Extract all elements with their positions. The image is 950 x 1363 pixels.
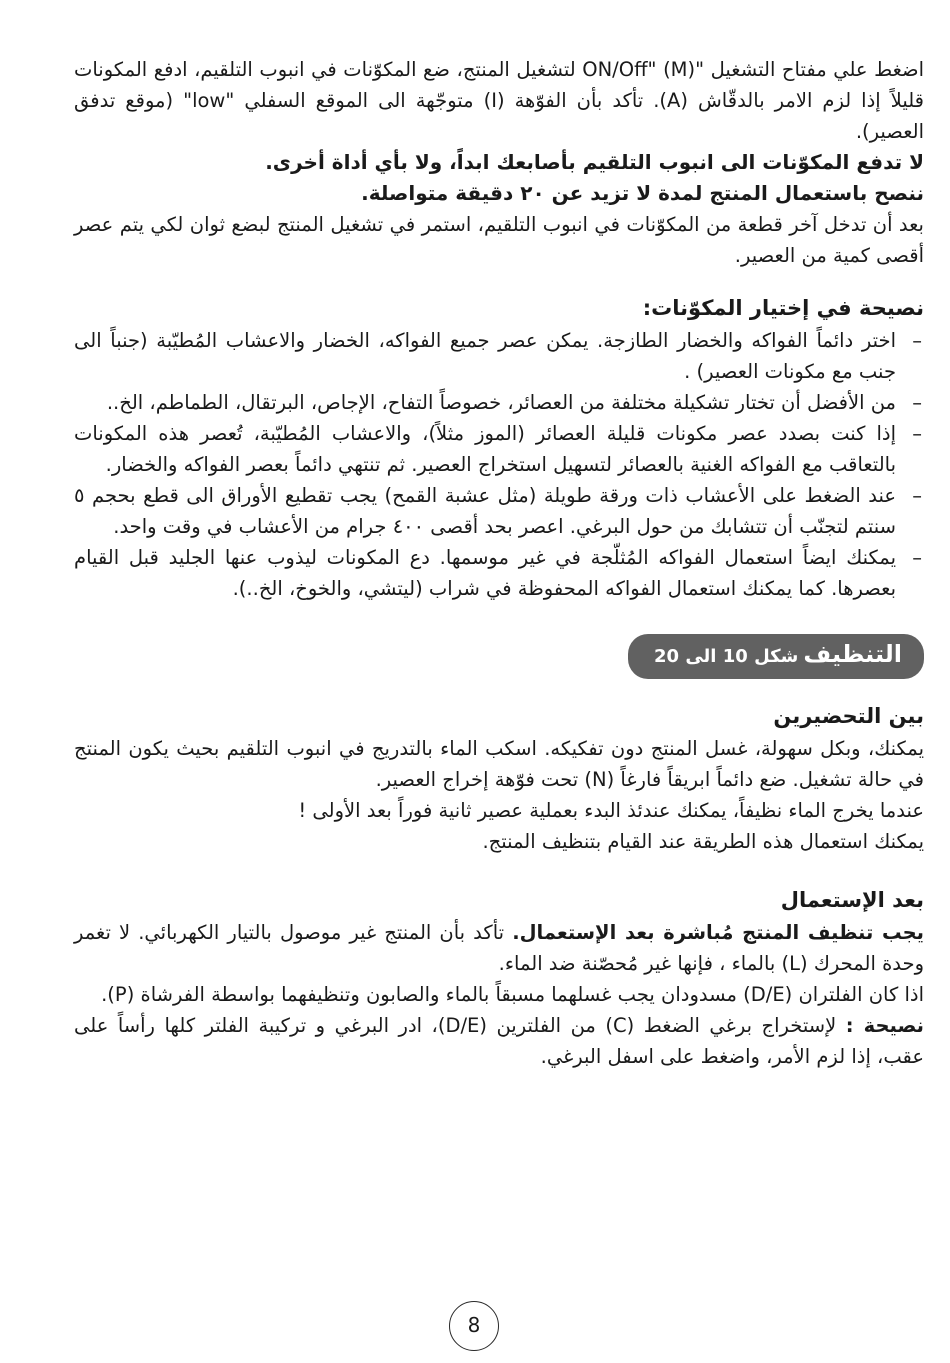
spacer: [74, 857, 924, 883]
bullet-dash: –: [912, 422, 922, 445]
spacer: [74, 271, 924, 291]
tip-text: إذا كنت بصدد عصر مكونات قليلة العصائر (الموز مثلاً)، والاعشاب المُطيّبة، تُعصر هذه المكونات بالتعاقب مع الفواكه الغنية بالعصائر لتسهيل استخراج العصير. ثم تنتهي دائماً بعصر الفواكه والخضار.: [74, 422, 896, 476]
cleaning-figures-ref: شكل 10 الى 20: [653, 646, 799, 667]
bullet-dash: –: [912, 546, 922, 569]
tip-text: عند الضغط على الأعشاب ذات ورقة طويلة (مثل عشبة القمح) يجب تقطيع الأوراق الى قطع بحجم ٥ سنتم لتجنّب أن تتشابك من حول البرغي. اعصر بحد أقصى ٤٠٠ جرام من الأعشاب في وقت واحد.: [74, 484, 896, 538]
tips-heading: نصيحة في إختيار المكوّنات:: [642, 296, 924, 320]
tip-label: نصيحة :: [845, 1014, 924, 1037]
after-use-text: تأكد بأن المنتج غير موصول بالتيار الكهربائي. لا تغمر وحدة المحرك (L) بالماء ، فإنها غير مُحصّنة ضد الماء.: [74, 921, 924, 975]
cleaning-title: التنظيف: [803, 640, 902, 668]
spacer: [74, 604, 924, 634]
warning-fingers: لا تدفع المكوّنات الى انبوب التلقيم بأصابعك ابداً، ولا بأي أداة أخرى.: [265, 150, 924, 174]
filters-note: اذا كان الفلتران (D/E) مسدودان يجب غسلهما مسبقاً بالماء والصابون وتنظيفهما بواسطة الفرشاة (P).: [101, 983, 924, 1006]
cleaning-section-banner: [628, 634, 924, 679]
list-item: [74, 480, 924, 542]
tip-text: لإستخراج برغي الضغط (C) من الفلترين (D/E)، ادر البرغي و تركيبة الفلتر كلها رأساً على عقب، إذا لزم الأمر، واضغط على اسفل البرغي.: [74, 1014, 924, 1068]
tips-list: [74, 325, 924, 604]
list-item: [74, 325, 924, 387]
between-paragraph: يمكنك استعمال هذه الطريقة عند القيام بتنظيف المنتج.: [482, 830, 924, 853]
between-paragraph: يمكنك، وبكل سهولة، غسل المنتج دون تفكيكه. اسكب الماء بالتدريج في انبوب التلقيم بحيث يكون المنتج في حالة تشغيل. ضع دائماً ابريقاً فارغاً (N) تحت فوّهة إخراج العصير.: [74, 737, 924, 791]
usage-continue: بعد أن تدخل آخر قطعة من المكوّنات في انبوب التلقيم، استمر في تشغيل المنتج لبضع ثوان لكي يتم عصر أقصى كمية من العصير.: [74, 213, 924, 267]
tip-paragraph: [74, 1010, 924, 1072]
between-paragraph: عندما يخرج الماء نظيفاً، يمكنك عندئذ البدء بعملية عصير ثانية فوراً بعد الأولى !: [298, 799, 924, 822]
warning-duration: ننصح باستعمال المنتج لمدة لا تزيد عن ٢٠ دقيقة متواصلة.: [361, 181, 924, 205]
page-number: 8: [449, 1301, 499, 1351]
tip-text: اختر دائماً الفواكه والخضار الطازجة. يمكن عصر جميع الفواكه، الخضار والاعشاب المُطيّبة (جنباً الى جنب مع مكونات العصير) .: [74, 329, 896, 383]
after-use-heading: بعد الإستعمال: [780, 888, 924, 912]
bullet-dash: –: [912, 484, 922, 507]
list-item: [74, 387, 924, 418]
list-item: [74, 542, 924, 604]
after-use-emphasis: يجب تنظيف المنتج مُباشرة بعد الإستعمال.: [512, 921, 925, 944]
bullet-dash: –: [912, 329, 922, 352]
tip-text: يمكنك ايضاً استعمال الفواكه المُثلّجة في غير موسمها. دع المكونات ليذوب عنها الجليد قبل القيام بعصرها. كما يمكنك استعمال الفواكه المحفوظة في شراب (ليتشي، والخوخ، الخ..).: [74, 546, 896, 600]
list-item: [74, 418, 924, 480]
bullet-dash: –: [912, 391, 922, 414]
spacer: [74, 679, 924, 699]
tip-text: من الأفضل أن تختار تشكيلة مختلفة من العصائر، خصوصاً التفاح، الإجاص، البرتقال، الطماطم، الخ..: [106, 391, 896, 414]
after-use-paragraph: [74, 917, 924, 979]
between-heading: بين التحضيرين: [773, 704, 924, 728]
usage-instructions: اضغط علي مفتاح التشغيل "ON/Off" (M) لتشغيل المنتج، ضع المكوّنات في انبوب التلقيم، ادفع المكونات قليلاً إذا لزم الامر بالدقّاش (A). تأكد بأن الفوّهة (I) متوجّهة الى الموقع السفلي "low" (موقع تدفق العصير).: [74, 58, 925, 143]
manual-page: [74, 54, 924, 1072]
